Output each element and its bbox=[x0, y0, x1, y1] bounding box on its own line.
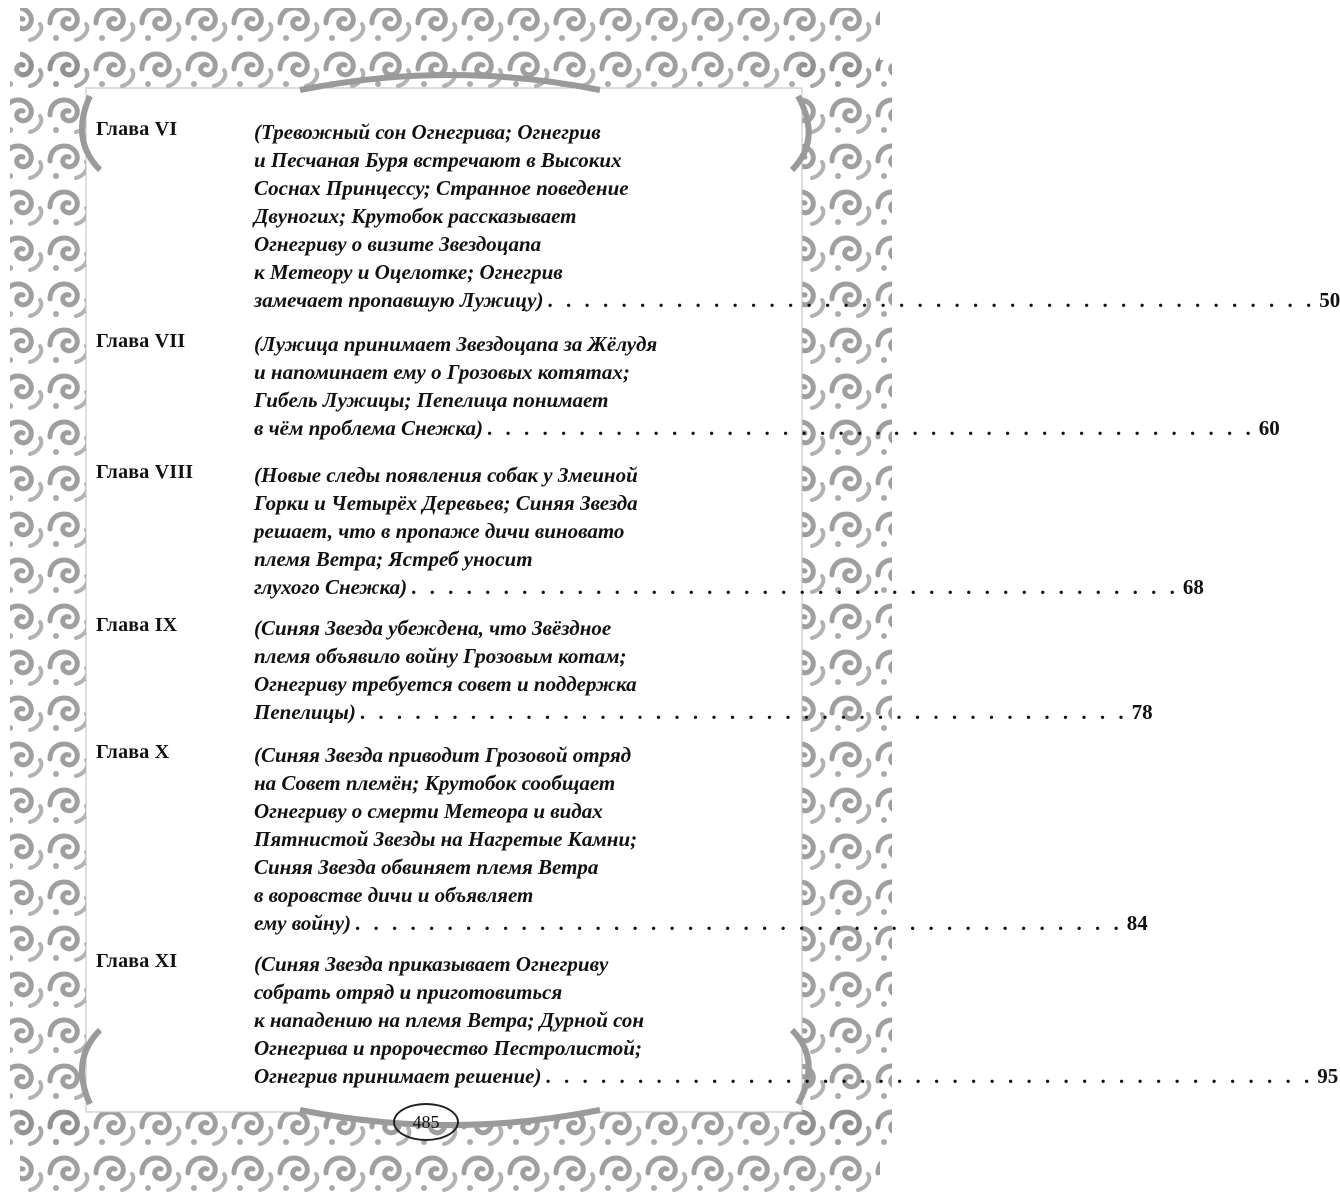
summary-line: (Тревожный сон Огнегрива; Огнегрив bbox=[254, 120, 601, 144]
summary-line: собрать отряд и приготовиться bbox=[254, 980, 563, 1004]
summary-line: решает, что в пропаже дичи виновато bbox=[254, 519, 625, 543]
chapter-summary bbox=[254, 614, 1153, 726]
dot-leader: . . . . . . . . . . . . . . . . . . . . . . . . . . . . . . . . . . . . . . . . . . bbox=[355, 911, 1123, 935]
summary-line: (Лужица принимает Звездоцапа за Жёлудя bbox=[254, 332, 658, 356]
summary-line: Огнегриву о смерти Метеора и видах bbox=[254, 799, 603, 823]
summary-line: к Метеору и Оцелотке; Огнегрив bbox=[254, 260, 563, 284]
chapter-label: Глава VI bbox=[96, 118, 178, 140]
summary-line: глухого Снежка) bbox=[254, 575, 408, 599]
chapter-summary bbox=[254, 950, 1339, 1090]
dot-leader: . . . . . . . . . . . . . . . . . . . . . . . . . . . . . . . . . . . . . . . . . . bbox=[411, 575, 1179, 599]
summary-line: (Синяя Звезда убеждена, что Звёздное bbox=[254, 616, 612, 640]
summary-line: Огнегрив принимает решение) bbox=[254, 1064, 542, 1088]
summary-line: на Совет племён; Крутобок сообщает bbox=[254, 771, 616, 795]
summary-line: Огнегриву о визите Звездоцапа bbox=[254, 232, 542, 256]
summary-line: замечает пропавшую Лужицу) bbox=[254, 288, 544, 312]
dot-leader: . . . . . . . . . . . . . . . . . . . . . . . . . . . . . . . . . . . . . . . . . . bbox=[545, 1064, 1314, 1088]
summary-line: Синяя Звезда обвиняет племя Ветра bbox=[254, 855, 599, 879]
page-reference: 95 bbox=[1317, 1064, 1339, 1088]
summary-line: и Песчаная Буря встречают в Высоких bbox=[254, 148, 622, 172]
dot-leader: . . . . . . . . . . . . . . . . . . . . . . . . . . . . . . . . . . . . . . . . . . bbox=[487, 416, 1255, 440]
summary-line: Огнегрива и пророчество Пестролистой; bbox=[254, 1036, 642, 1060]
summary-line: Горки и Четырёх Деревьев; Синяя Звезда bbox=[254, 491, 638, 515]
summary-line: Соснах Принцессу; Странное поведение bbox=[254, 176, 629, 200]
summary-line: Пепелицы) bbox=[254, 700, 356, 724]
page-reference: 68 bbox=[1182, 575, 1204, 599]
summary-line: (Синяя Звезда приводит Грозовой отряд bbox=[254, 743, 632, 767]
summary-line: племя объявило войну Грозовым котам; bbox=[254, 644, 627, 668]
chapter-summary bbox=[254, 330, 1280, 442]
summary-line: Гибель Лужицы; Пепелица понимает bbox=[254, 388, 609, 412]
page-number: 485 bbox=[393, 1103, 459, 1141]
summary-line: ему войну) bbox=[254, 911, 352, 935]
summary-line: Двуногих; Крутобок рассказывает bbox=[254, 204, 577, 228]
page-reference: 78 bbox=[1131, 700, 1153, 724]
dot-leader: . . . . . . . . . . . . . . . . . . . . . . . . . . . . . . . . . . . . . . . . . . bbox=[359, 700, 1128, 724]
page-reference: 50 bbox=[1319, 288, 1340, 312]
chapter-summary bbox=[254, 741, 1148, 937]
page-reference: 60 bbox=[1258, 416, 1280, 440]
chapter-label: Глава XI bbox=[96, 950, 178, 972]
chapter-label: Глава IX bbox=[96, 614, 178, 636]
summary-line: племя Ветра; Ястреб уносит bbox=[254, 547, 533, 571]
summary-line: к нападению на племя Ветра; Дурной сон bbox=[254, 1008, 645, 1032]
summary-line: (Синяя Звезда приказывает Огнегриву bbox=[254, 952, 609, 976]
summary-line: (Новые следы появления собак у Змеиной bbox=[254, 463, 638, 487]
summary-line: Пятнистой Звезды на Нагретые Камни; bbox=[254, 827, 638, 851]
summary-line: и напоминает ему о Грозовых котятах; bbox=[254, 360, 630, 384]
summary-line: в чём проблема Снежка) bbox=[254, 416, 484, 440]
chapter-label: Глава VII bbox=[96, 330, 186, 352]
chapter-summary bbox=[254, 461, 1204, 601]
summary-line: Огнегриву требуется совет и поддержка bbox=[254, 672, 637, 696]
chapter-summary bbox=[254, 118, 1340, 314]
chapter-label: Глава X bbox=[96, 741, 170, 763]
dot-leader: . . . . . . . . . . . . . . . . . . . . . . . . . . . . . . . . . . . . . . . . . . bbox=[547, 288, 1316, 312]
chapter-label: Глава VIII bbox=[96, 461, 194, 483]
page-reference: 84 bbox=[1126, 911, 1148, 935]
summary-line: в воровстве дичи и объявляет bbox=[254, 883, 534, 907]
